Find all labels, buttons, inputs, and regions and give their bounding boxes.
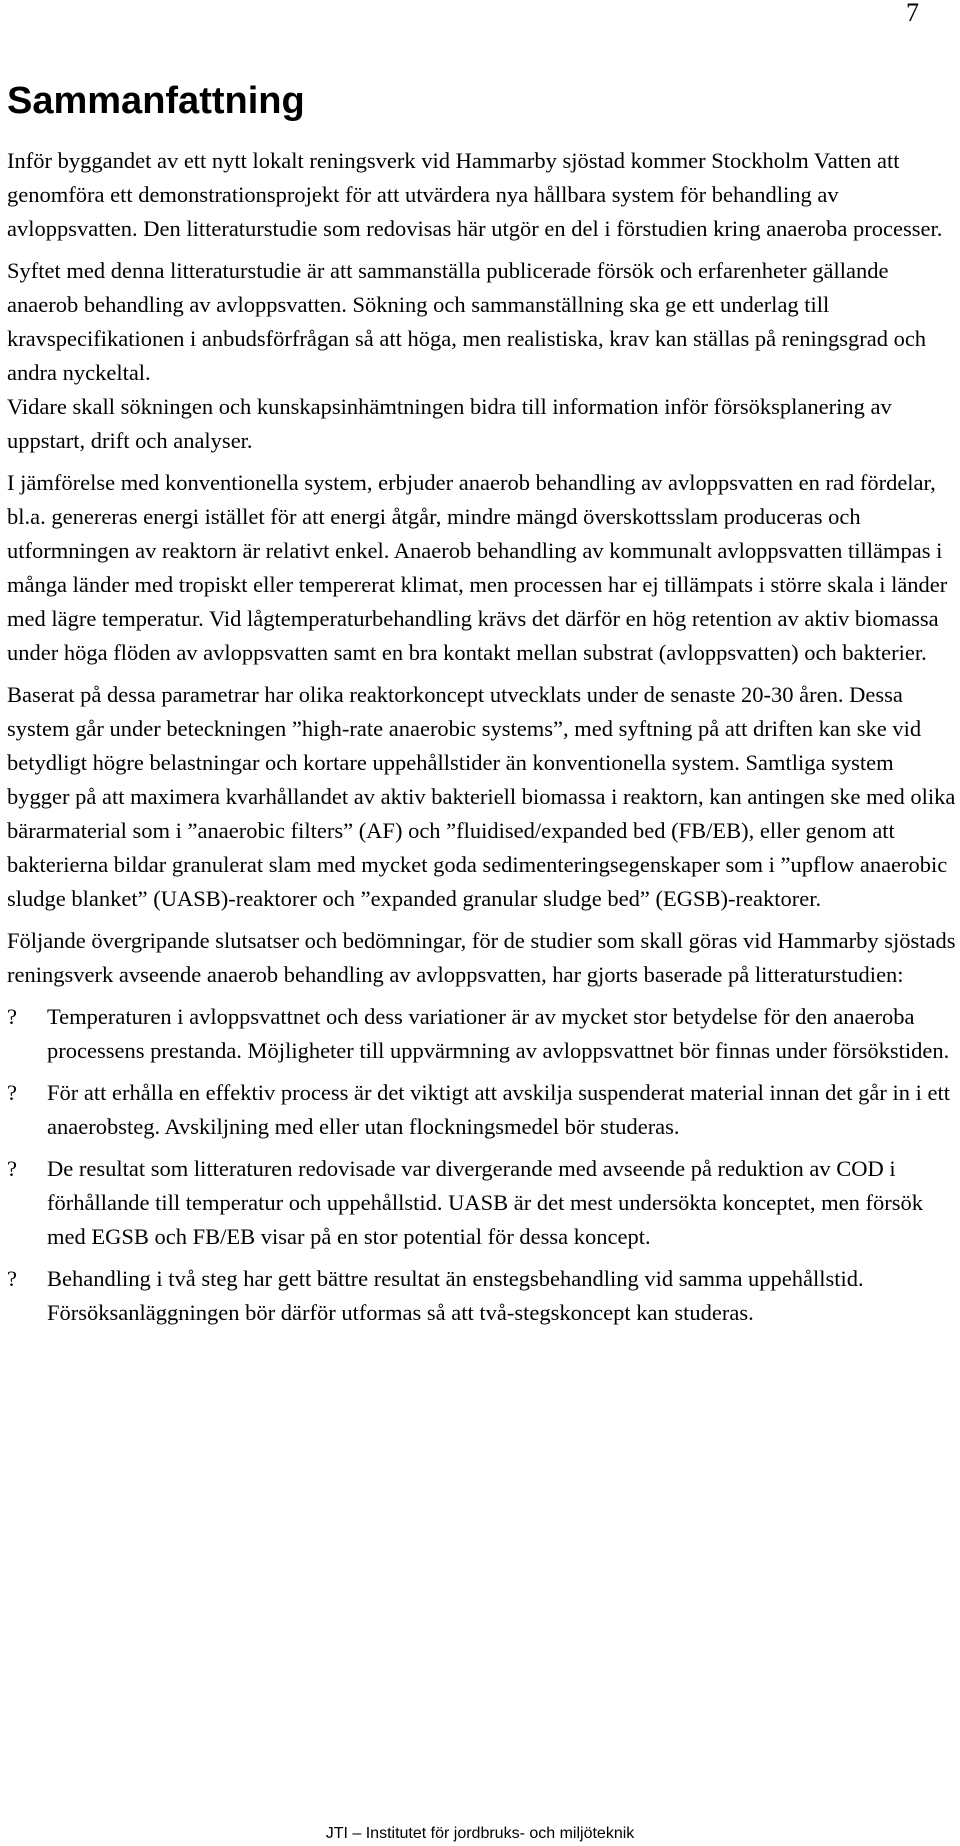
purpose-continuation-paragraph: Vidare skall sökningen och kunskapsinhämtningen bidra till information inför försöksplanering av uppstart, drift och analyser.	[7, 394, 892, 453]
purpose-paragraph: Syftet med denna litteraturstudie är att sammanställa publicerade försök och erfarenheter gällande anaerob behandling av avloppsvatten. Sökning och sammanställning ska ge ett underlag till kravspecifikationen i anbudsförfrågan så att höga, men realistiska, krav kan ställas på reningsgrad och andra nyckeltal.	[7, 258, 927, 385]
list-item	[7, 1262, 957, 1330]
page-number: 7	[906, 0, 919, 27]
intro-paragraph: Inför byggandet av ett nytt lokalt reningsverk vid Hammarby sjöstad kommer Stockholm Vatten att genomföra ett demonstrationsprojekt för att utvärdera nya hållbara system för behandling av avloppsvatten. Den litteraturstudie som redovisas här utgör en del i förstudien kring anaeroba processer.	[7, 148, 943, 241]
list-item	[7, 1076, 957, 1144]
list-item	[7, 1000, 957, 1068]
bullet-marker: ?	[7, 1004, 17, 1029]
bullet-marker: ?	[7, 1156, 17, 1181]
reactor-concepts-paragraph: Baserat på dessa parametrar har olika reaktorkoncept utvecklats under de senaste 20-30 åren. Dessa system går under beteckningen ”high-rate anaerobic systems”, med syftning på att driften kan ske vid betydligt högre belastningar och kortare uppehållstider än konventionella system. Samtliga system bygger på att maximera kvarhållandet av aktiv bakteriell biomassa i reaktorn, kan antingen ske med olika bärarmaterial som i ”anaerobic filters” (AF) och ”fluidised/expanded bed (FB/EB), eller genom att bakterierna bildar granulerat slam med mycket goda sedimenteringsegenskaper som i ”upflow anaerobic sludge blanket” (UASB)-reaktorer och ”expanded granular sludge bed” (EGSB)-reaktorer.	[7, 682, 956, 911]
comparison-paragraph: I jämförelse med konventionella system, erbjuder anaerob behandling av avloppsvatten en rad fördelar, bl.a. genereras energi istället för att energi åtgår, mindre mängd överskottsslam produceras och utformningen av reaktorn är relativt enkel. Anaerob behandling av kommunalt avloppsvatten tillämpas i många länder med tropiskt eller tempererat klimat, men processen har ej tillämpats i större skala i länder med lägre temperatur. Vid lågtemperaturbehandling krävs det därför en hög retention av aktiv biomassa under höga flöden av avloppsvatten samt en bra kontakt mellan substrat (avloppsvatten) och bakterier.	[7, 470, 948, 665]
bullet-marker: ?	[7, 1266, 17, 1291]
list-item-text: För att erhålla en effektiv process är det viktigt att avskilja suspenderat material innan det går in i ett anaerobsteg. Avskiljning med eller utan flockningsmedel bör studeras.	[47, 1080, 951, 1139]
list-item-text: Behandling i två steg har gett bättre resultat än enstegsbehandling vid samma uppehållstid. Försöksanläggningen bör därför utformas så att två-stegskoncept kan studeras.	[47, 1266, 864, 1325]
list-item-text: Temperaturen i avloppsvattnet och dess variationer är av mycket stor betydelse för den anaeroba processens prestanda. Möjligheter till uppvärmning av avloppsvattnet bör finnas under försökstiden.	[47, 1004, 950, 1063]
bullet-marker: ?	[7, 1080, 17, 1105]
list-item	[7, 1152, 957, 1254]
page-title: Sammanfattning	[7, 80, 305, 122]
conclusions-list	[7, 1000, 957, 1330]
document-body	[7, 144, 957, 1338]
list-item-text: De resultat som litteraturen redovisade var divergerande med avseende på reduktion av COD i förhållande till temperatur och uppehållstid. UASB är det mest undersökta konceptet, men försök med EGSB och FB/EB visar på en stor potential för dessa koncept.	[47, 1156, 924, 1249]
page-footer: JTI – Institutet för jordbruks- och miljöteknik	[325, 1825, 635, 1842]
conclusions-intro-paragraph: Följande övergripande slutsatser och bedömningar, för de studier som skall göras vid Hammarby sjöstads reningsverk avseende anaerob behandling av avloppsvatten, har gjorts baserade på litteraturstudien:	[7, 928, 956, 987]
